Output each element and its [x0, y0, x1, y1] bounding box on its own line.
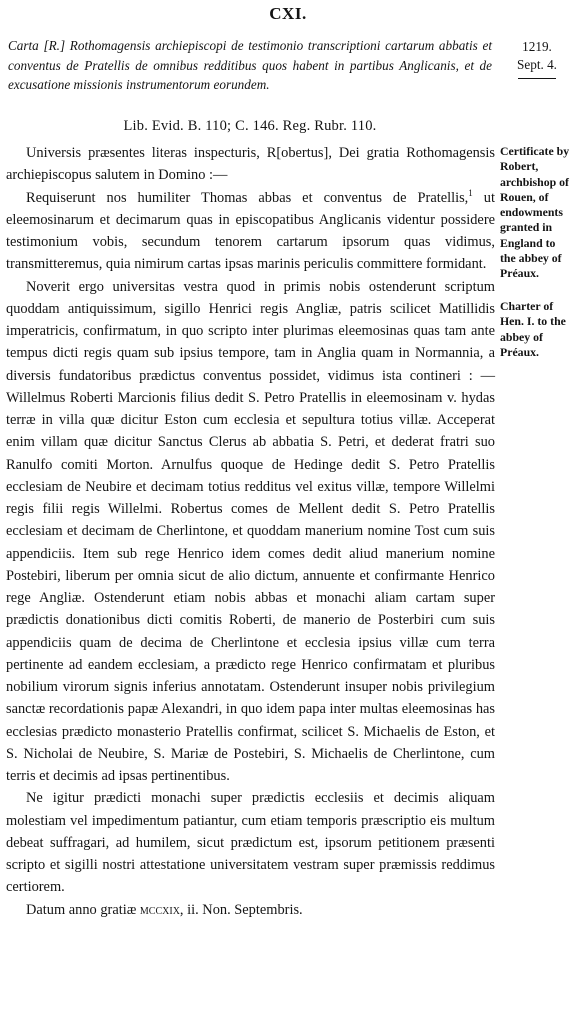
paragraph-request: [6, 187, 495, 276]
paragraph-address: [6, 142, 495, 187]
charter-date: [503, 38, 571, 79]
paragraph-recital: [6, 276, 495, 788]
paragraph-text: Universis præsentes literas inspecturis, R[obertus], Dei gratia Rothomagensis archiepiscopus salutem in Domino :—: [6, 145, 495, 184]
dating-clause-year: mccxix: [139, 901, 180, 918]
charter-body: [6, 142, 495, 921]
charter-number: CXI.: [269, 4, 307, 23]
dating-clause-start: Datum anno gratiæ: [26, 901, 140, 918]
margin-note-charter: Charter of Hen. I. to the abbey of Préaux.: [500, 299, 566, 359]
margin-note-certificate: Certificate by Robert, archbishop of Rouen, of endowments granted in England to the abbey of Préaux.: [500, 144, 570, 281]
paragraph-conclusion: [6, 787, 495, 898]
charter-rubric: Carta [R.] Rothomagensis archiepiscopi de testimonio transcriptioni cartarum abbatis et conventus de Pratellis de omnibus redditibus quos habent in partibus Anglicanis, et de excusatione missionis instrumentorum eorundem.: [8, 38, 492, 92]
paragraph-text: Ne igitur prædicti monachi super prædictis ecclesiis et decimis aliquam molestiam vel impedimentum patiantur, cum etiam temporis præscriptio eis multum debeat suffragari, ad humilem, sicut prædictum est, ipsorum petitionem præsenti scripto et sigilli nostri attestatione universitatem vestram super præmissis reddimus certiorem.: [6, 790, 495, 896]
paragraph-text: Noverit ergo universitas vestra quod in primis nobis ostenderunt scriptum quoddam antiquissimum, sigillo Henrici regis Angliæ, patris scilicet Matillidis imperatricis, confirmatum, in quo scripto inter plurimas eleemosinas quas tam ante tempus dicti regis quam sub ipsius tempore, tam in Anglia quam in Normannia, a diversis fundatoribus prædictus conventus possidet, vidimus ista contineri : — Willelmus Roberti Marcionis filius dedit S. Petro Pratellis in eleemosinam v. hydas terræ in villa quæ dicitur Eston cum ecclesia et sepultura totius villæ. Acceperat enim villam quæ dicitur Sanctus Clerus ab abbatia S. Petri, et dederat fratri suo Ranulfo comiti Morton. Arnulfus quoque de Hedinge dedit S. Petro Pratellis ecclesiam de Neubire et decimam totius redditus vel exitus villæ, tempore Willelmi regis filii regis Willelmi. Robertus comes de Mellent dedit S. Petro Pratellis ecclesiam et decimam de Cherlintone, et quoddam manerium nomine Tost cum suis appendiciis. Item sub rege Henrico idem comes dedit aliud manerium nomine Postebiri, liberum per omnia sicut de alio dictum, annuente et confirmante Henrico rege Angliæ. Ostenderunt etiam nobis abbas et monachi aliam cartam super prædictis donationibus dicti comitis Roberti, de manerio de Posterbiri cum suis appendiciis quam de decima de Cherlintone et ecclesia ipsius villæ cum terra pertinente ad eandem ecclesiam, a prædicto rege Henrico confirmatam et pluribus nobilium virorum signis inferius annotatam. Ostenderunt insuper nobis privilegium sanctæ recordationis papæ Alexandri, in quo idem papa inter multas eleemosinas has ecclesias prædicto monasterio Pratellis confirmat, scilicet S. Michaelis de Eston, et S. Nicholai de Neubire, S. Mariæ de Postebiri, S. Michaelis de Cherlintone, cum terris et decimis ad ipsas pertinentibus.: [6, 278, 495, 784]
dating-clause-end: , ii. Non. Septembris.: [179, 901, 303, 918]
charter-date-year: 1219.: [522, 39, 552, 54]
date-divider: [518, 78, 556, 79]
charter-date-day: Sept. 4.: [517, 57, 557, 72]
footnote-marker: 1: [468, 187, 473, 198]
source-reference: Lib. Evid. B. 110; C. 146. Reg. Rubr. 110.: [123, 118, 377, 134]
paragraph-text: Requiserunt nos humiliter Thomas abbas et conventus de Pratellis,: [26, 189, 469, 206]
paragraph-text-continued: ut eleemosinarum et decimarum quas in episcopatibus Anglicanis videntur possidere testimonium vobis, secundum tenorem cartarum ipsorum quas vidimus, transmitteremus, quia nimirum cartas ipsas marinis periculis committere formidant.: [6, 189, 495, 273]
dating-clause: [6, 899, 495, 921]
